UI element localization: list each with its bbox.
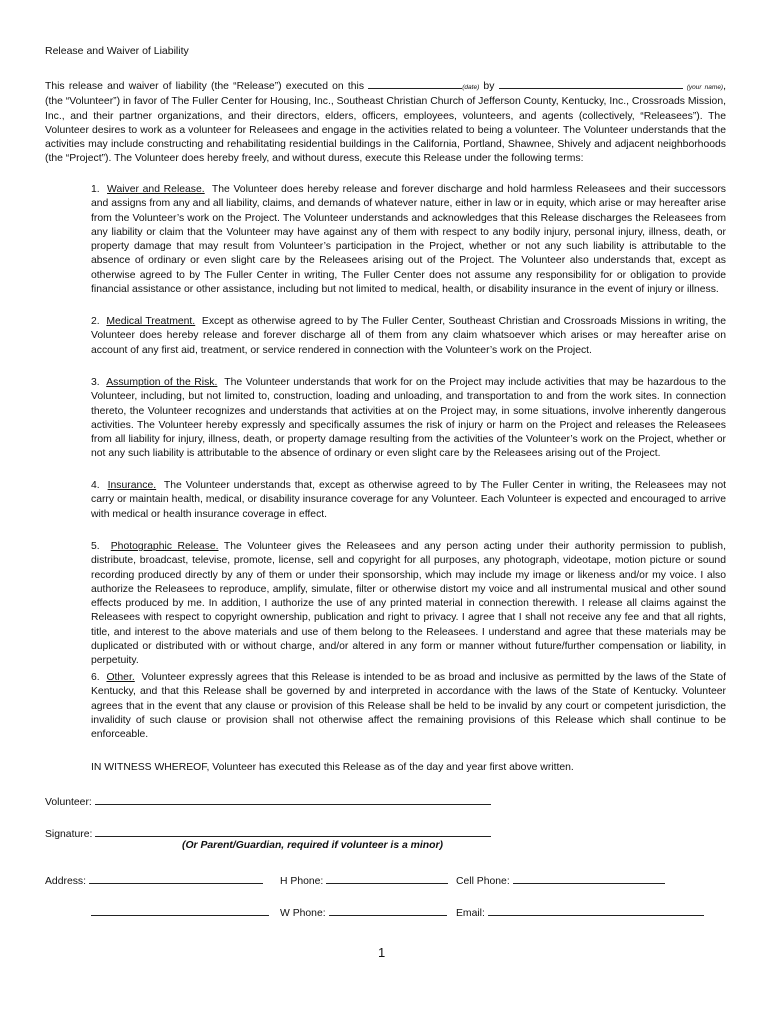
section-text: The Volunteer does hereby release and forever discharge and hold harmless Releasees and their successors and assigns from any and all liability, claims, and demands of whatever nature, either in law or in equity, which arise or may hereafter arise from the Volunteer’s work on the Project. The Volunteer understands and acknowledges that this Release discharges the Releasees from any liability or claim that the Volunteer may have against any of them with respect to any bodily injury, personal injury, illness, death, or property damage that may result from Volunteer’s participation in the Project, whether or not any such liability is attributable to the absence of ordinary or even slight care by the Releasees arising out of the Project. The Volunteer also understands that, except as otherwise agreed to by The Fuller Center in writing, The Fuller Center does not assume any responsibility for or obligation to provide financial assistance or other assistance, including but not limited to medical, health, or disability insurance in the event of injury or illness. <box>91 184 727 296</box>
section-text: Volunteer expressly agrees that this Release is intended to be as broad and inclusive as permitted by the laws of the State of Kentucky, and that this Release shall be governed by and interpreted in accordance with the laws of the State of Kentucky. Volunteer agrees that in the event that any clause or provision of this Release shall be held to be invalid by any court or competent jurisdiction, the invalidity of such clause or provision shall not otherwise affect the remaining provisions of this Release which shall continue to be enforceable. <box>91 672 726 741</box>
address-row <box>45 872 263 887</box>
signature-row <box>45 825 491 840</box>
date-hint: (date) <box>462 84 480 91</box>
guardian-note: (Or Parent/Guardian, required if volunteer is a minor) <box>182 840 443 851</box>
section-number: 5. <box>91 541 100 552</box>
section-text: Except as otherwise agreed to by The Fuller Center, Southeast Christian and Crossroads Missions in writing, the Volunteer does hereby release and forever discharge all of them from any claim whatsoever which arises or may hereafter arise on account of any first aid, treatment, or service rendered in connection with the Volunteer’s work on the Project. <box>91 316 726 356</box>
section-text: The Volunteer understands that work for on the Project may include activities that may be hazardous to the Volunteer, including, but not limited to, construction, loading and unloading, and transportation to and from the work sites. In connection thereto, the Volunteer recognizes and understands that activities at on the Project may, in some situations, involve inherently dangerous activities. The Volunteer hereby expressly and specifically assumes the risk of injury or harm on the Project and releases the Releasees from all liability for injury, illness, death, or property damage resulting from the activities of the Volunteer’s work on the Project, whether or not any such liability is attributable to the absence of ordinary or even slight care by the Releasees arising out of the Project. <box>91 377 726 460</box>
section-medical <box>91 315 726 358</box>
w-phone-label: W Phone: <box>280 908 326 919</box>
address-line-2-field[interactable] <box>91 904 269 916</box>
name-blank[interactable] <box>499 78 683 89</box>
section-other <box>91 671 726 742</box>
volunteer-row <box>45 793 491 808</box>
intro-text-start: This release and waiver of liability (the “Release”) executed on this <box>45 81 365 92</box>
date-blank[interactable] <box>368 78 462 89</box>
section-waiver <box>91 183 726 297</box>
email-row <box>456 904 704 919</box>
address-field[interactable] <box>89 872 263 884</box>
section-number: 2. <box>91 316 100 327</box>
address-line-2-row <box>91 904 269 919</box>
signature-label: Signature: <box>45 829 93 840</box>
section-heading: Photographic Release. <box>110 541 219 552</box>
section-heading: Insurance. <box>107 480 157 491</box>
cell-phone-field[interactable] <box>513 872 665 884</box>
h-phone-label: H Phone: <box>280 876 324 887</box>
h-phone-field[interactable] <box>326 872 448 884</box>
section-text: The Volunteer understands that, except as otherwise agreed to by The Fuller Center in writing, the Releasees may not carry or maintain health, medical, or disability insurance coverage for any Volunteer. Each Volunteer is expected and encouraged to arrive with medical or health insurance coverage in effect. <box>91 480 727 520</box>
intro-text-rest: , (the “Volunteer”) in favor of The Fuller Center for Housing, Inc., Southeast Christian Church of Jefferson County, Kentucky, Inc., Crossroads Mission, Inc., and their partner organizations, and their directors, elders, officers, employees, volunteers, and agents (collectively, “Releasees”). The Volunteer desires to work as a volunteer for Releasees and engage in the activities related to being a volunteer. The Volunteer understands that the activities may include constructing and rehabilitating residential buildings in the California, Portland, Shawnee, Shively and adjacent neighborhoods (the “Project”). The Volunteer does hereby freely, and without duress, execute this Release under the following terms: <box>45 81 726 165</box>
name-hint: (your name) <box>686 84 724 91</box>
h-phone-row <box>280 872 448 887</box>
signature-field[interactable] <box>95 825 491 837</box>
section-number: 6. <box>91 672 100 683</box>
w-phone-field[interactable] <box>329 904 447 916</box>
section-heading: Assumption of the Risk. <box>106 377 218 388</box>
volunteer-label: Volunteer: <box>45 797 92 808</box>
address-label: Address: <box>45 876 87 887</box>
section-risk <box>91 376 726 462</box>
section-heading: Medical Treatment. <box>106 316 196 327</box>
section-number: 3. <box>91 377 100 388</box>
section-heading: Waiver and Release. <box>107 184 205 195</box>
document-title: Release and Waiver of Liability <box>45 45 189 57</box>
witness-statement: IN WITNESS WHEREOF, Volunteer has executed this Release as of the day and year first above written. <box>91 762 574 773</box>
cell-phone-label: Cell Phone: <box>456 876 510 887</box>
intro-paragraph <box>45 78 726 167</box>
cell-phone-row <box>456 872 665 887</box>
section-text: The Volunteer gives the Releasees and any person acting under their authority permission to publish, distribute, broadcast, televise, promote, license, sell and copyright for all purposes, any photograph, videotape, motion picture or sound recording produced directly by any of them or under their sponsorship, which may include my image or likeness and/or my voice. I also authorize the Releasees to reproduce, amplify, simulate, filter or otherwise distort my voice and all instrumental musical and other sound effects produced by me. In addition, I authorize the use of any printed material in connection therewith. I release all claims against the Releasees with respect to copyright ownership, publication and right to privacy. I agree that I shall not receive any fee and that all rights, title, and interest to the above materials and use of them belong to the Releasees. I understand and agree that these materials may be duplicated or distributed with or without charge, and/or altered in any form or manner without future/further compensation or liability, in perpetuity. <box>91 541 726 667</box>
email-label: Email: <box>456 908 485 919</box>
section-heading: Other. <box>106 672 135 683</box>
page-number: 1 <box>378 945 386 960</box>
section-number: 1. <box>91 184 100 195</box>
w-phone-row <box>280 904 447 919</box>
intro-by: by <box>479 81 499 92</box>
volunteer-name-field[interactable] <box>95 793 491 805</box>
section-photographic <box>91 540 726 669</box>
section-insurance <box>91 479 726 522</box>
email-field[interactable] <box>488 904 704 916</box>
section-number: 4. <box>91 480 100 491</box>
